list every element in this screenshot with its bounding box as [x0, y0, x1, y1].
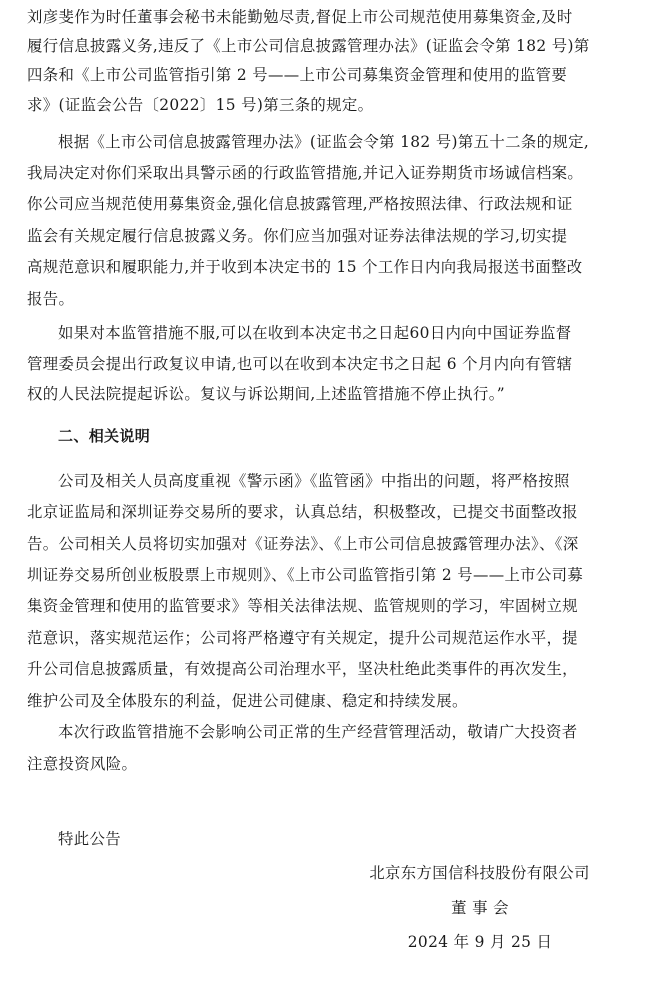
signature-date: 2024 年 9 月 25 日 — [407, 933, 553, 951]
text-line: 报告。 — [27, 290, 75, 308]
closing-text: 特此公告 — [58, 830, 121, 848]
text-line: 你公司应当规范使用募集资金,强化信息披露管理,严格按照法律、行政法规和证 — [27, 195, 573, 213]
text-line: 如果对本监管措施不服,可以在收到本决定书之日起60日内向中国证券监督 — [58, 324, 572, 342]
text-line: 公司及相关人员高度重视《警示函》《监管函》中指出的问题，将严格按照 — [58, 472, 570, 490]
text-line: 注意投资风险。 — [27, 755, 138, 773]
signature-board: 董 事 会 — [451, 899, 509, 917]
text-line: 管理委员会提出行政复议申请,也可以在收到本决定书之日起 6 个月内向有管辖 — [27, 355, 573, 373]
text-line: 高规范意识和履职能力,并于收到本决定书的 15 个工作日内向我局报送书面整改 — [27, 258, 583, 276]
text-line: 根据《上市公司信息披露管理办法》(证监会令第 182 号)第五十二条的规定, — [58, 133, 590, 151]
section-heading: 二、相关说明 — [58, 427, 151, 445]
text-line: 求》(证监会公告〔2022〕15 号)第三条的规定。 — [27, 96, 374, 114]
text-line: 监会有关规定履行信息披露义务。你们应当加强对证券法律法规的学习,切实提 — [27, 227, 568, 245]
text-line: 升公司信息披露质量，有效提高公司治理水平，坚决杜绝此类事件的再次发生， — [27, 660, 578, 678]
signature-company: 北京东方国信科技股份有限公司 — [369, 864, 590, 882]
text-line: 集资金管理和使用的监管要求》等相关法律法规、监管规则的学习，牢固树立规 — [27, 597, 578, 615]
text-line: 刘彦斐作为时任董事会秘书未能勤勉尽责,督促上市公司规范使用募集资金,及时 — [27, 8, 573, 26]
text-line: 履行信息披露义务,违反了《上市公司信息披露管理办法》(证监会令第 182 号)第 — [27, 37, 590, 55]
text-line: 告。公司相关人员将切实加强对《证券法》、《上市公司信息披露管理办法》、《深 — [27, 535, 579, 553]
text-line: 圳证券交易所创业板股票上市规则》、《上市公司监管指引第 2 号——上市公司募 — [27, 566, 584, 584]
text-line: 四条和《上市公司监管指引第 2 号——上市公司募集资金管理和使用的监管要 — [27, 66, 568, 84]
text-line: 维护公司及全体股东的利益，促进公司健康、稳定和持续发展。 — [27, 692, 468, 710]
text-line: 权的人民法院提起诉讼。复议与诉讼期间,上述监管措施不停止执行。” — [27, 385, 505, 403]
text-line: 我局决定对你们采取出具警示函的行政监管措施,并记入证券期货市场诚信档案。 — [27, 164, 584, 182]
text-line: 范意识，落实规范运作；公司将严格遵守有关规定，提升公司规范运作水平，提 — [27, 629, 578, 647]
text-line: 北京证监局和深圳证券交易所的要求，认真总结，积极整改，已提交书面整改报 — [27, 503, 578, 521]
text-line: 本次行政监管措施不会影响公司正常的生产经营管理活动，敬请广大投资者 — [58, 723, 578, 741]
